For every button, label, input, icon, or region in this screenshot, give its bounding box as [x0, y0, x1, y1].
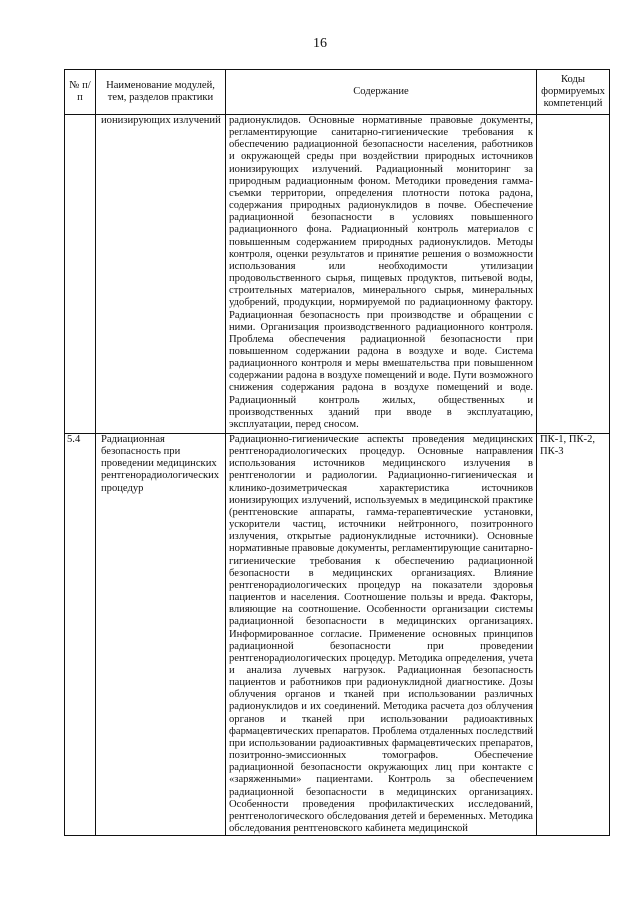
table-row [65, 434, 610, 836]
page-number: 16 [313, 36, 327, 51]
row-module-name: ионизирующих излучений [96, 115, 226, 434]
table-row [65, 115, 610, 434]
row-content: Радиационно-гигиенические аспекты проведения медицинских рентгенорадиологических процедур. Основные направления использования источников медицинского излучения в рентгенологии и радиологии. Радиационно-гигиеническая и клинико-дозиметрическая характеристика источников ионизирующих излучений, используемых в медицинской практике (рентгеновские аппараты, гамма-терапевтические установки, ускорители частиц, источники нейтронного, позитронного излучения, открытые радионуклидные источники). Основные нормативные правовые документы, регламентирующие санитарно-гигиенические требования к обеспечению радиационной безопасности в медицинских организациях. Влияние рентгенорадиологических процедур на показатели здоровья пациентов и населения. Соотношение пользы и вреда. Факторы, влияющие на соотношение. Особенности организации системы радиационной безопасности в медицинских организациях. Информированное согласие. Применение основных принципов радиационной безопасности при проведении рентгенорадиологических процедур. Методика определения, учета и анализа лучевых нагрузок. Радиационная безопасность пациентов и работников при радионуклидной диагностике. Дозы облучения органов и тканей при использовании различных радионуклидов и их соединений. Методика расчета доз облучения органов и тканей при использовании радиоактивных фармацевтических препаратов. Проблема отдаленных последствий при использовании радиоактивных фармацевтических препаратов, позитронно-эмиссионных томографов. Обеспечение радиационной безопасности окружающих лиц при контакте с «заряженными» пациентами. Контроль за обеспечением радиационной безопасности в медицинских организациях. Особенности проведения профилактических исследований, рентгенологического обследования детей и беременных. Методика обследования рентгеновского кабинета медицинской [226, 434, 537, 836]
row-competency-codes [537, 115, 610, 434]
curriculum-table [64, 69, 610, 836]
header-module-name: Наименование модулей, тем, разделов практики [96, 70, 226, 115]
row-number [65, 115, 96, 434]
row-competency-codes: ПК-1, ПК-2, ПК-3 [537, 434, 610, 836]
row-content: радионуклидов. Основные нормативные правовые документы, регламентирующие санитарно-гигиенические требования к обеспечению радиационной безопасности населения, работников и окружающей среды при воздействии природных источников ионизирующих излучений. Радиационный мониторинг за природным радиационным фоном. Методики проведения гамма-съемки территории, определения плотности потока радона, содержания природных радионуклидов в почве. Обеспечение радиационной безопасности в условиях повышенного радиационного фона. Радиационный контроль материалов с повышенным содержанием природных радионуклидов. Методы контроля, оценки результатов и принятие решения о возможности использования или необходимости утилизации продовольственного сырья, пищевых продуктов, питьевой воды, строительных материалов, минерального сырья, минеральных удобрений, продукции, нормируемой по радиационному фактору. Радиационная безопасность при производстве и обращении с ними. Организация производственного радиационного контроля. Проблема обеспечения радиационной безопасности при повышенном содержании радона в воздухе и воде. Система радиационного контроля и меры вмешательства при повышенном содержании радона в воздухе помещений и воде. Пути возможного снижения содержания радона в воздухе помещений и воде. Радиационный контроль жилых, общественных и производственных зданий при вводе в эксплуатацию, эксплуатации, перед сносом. [226, 115, 537, 434]
header-competency-codes: Коды формируемых компетенций [537, 70, 610, 115]
row-module-name: Радиационная безопасность при проведении медицинских рентгенорадиологических процедур [96, 434, 226, 836]
table-header-row [65, 70, 610, 115]
header-number: № п/п [65, 70, 96, 115]
header-content: Содержание [226, 70, 537, 115]
row-number: 5.4 [65, 434, 96, 836]
